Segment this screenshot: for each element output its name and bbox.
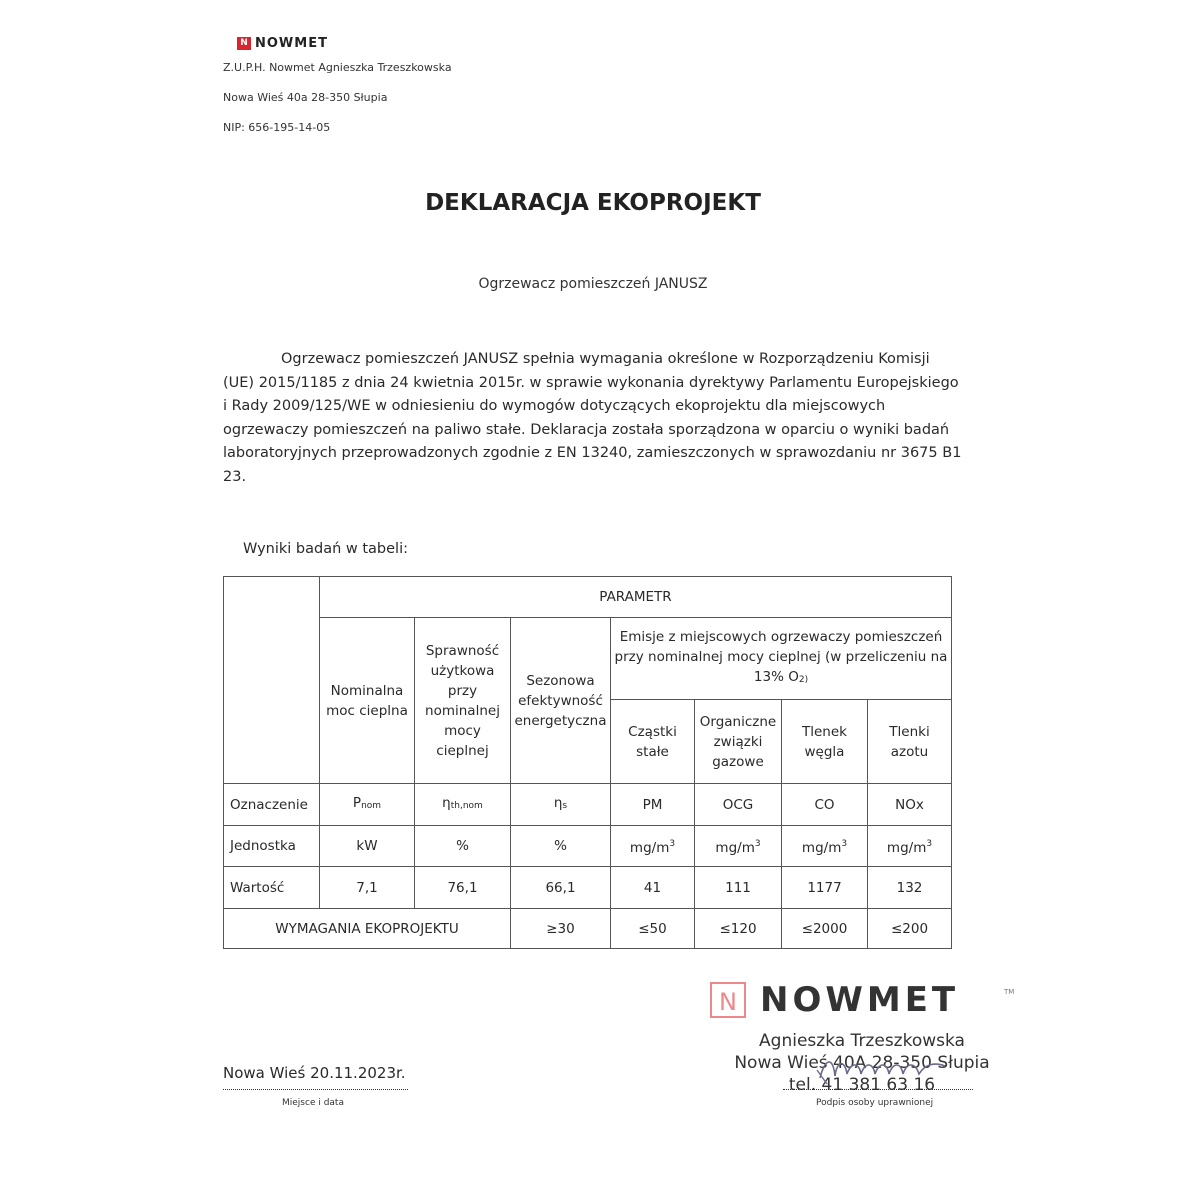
cell: 41 bbox=[611, 867, 695, 909]
cell: ≤200 bbox=[868, 909, 952, 949]
table-corner-cell bbox=[224, 577, 320, 784]
cell: 76,1 bbox=[415, 867, 511, 909]
declaration-paragraph bbox=[223, 348, 968, 489]
paragraph-line: i Rady 2009/125/WE w odniesieniu do wymogów dotyczących ekoprojektu dla miejscowych bbox=[223, 398, 886, 414]
stamp-logo bbox=[710, 980, 959, 1020]
cell: $mg/m^3$ bbox=[695, 826, 782, 867]
handwritten-signature bbox=[815, 1048, 955, 1088]
paragraph-line: ogrzewaczy pomieszczeń na paliwo stałe. Deklaracja została sporządzona w oparciu o wyniki badań bbox=[223, 421, 950, 438]
paragraph-line: Ogrzewacz pomieszczeń JANUSZ spełnia wymagania określone w Rozporządzeniu Komisji bbox=[281, 351, 930, 367]
company-logo bbox=[237, 36, 328, 51]
cell: 66,1 bbox=[511, 867, 611, 909]
logo-text: NOWMET bbox=[255, 36, 328, 51]
cell: ≤120 bbox=[695, 909, 782, 949]
col-nominal-header: Nominalna moc cieplna bbox=[320, 618, 415, 784]
col-co-header: Tlenek węgla bbox=[782, 700, 868, 784]
table-row bbox=[224, 867, 952, 909]
stamp-logo-text: NOWMET bbox=[760, 980, 960, 1020]
cell: 7,1 bbox=[320, 867, 415, 909]
trademark-mark: TM bbox=[1004, 988, 1015, 996]
cell: Pnom bbox=[320, 784, 415, 826]
cell: % bbox=[511, 826, 611, 867]
stamp-phone: tel. 41 381 63 16 bbox=[788, 1075, 936, 1095]
col-seasonal-header: Sezonowa efektywność energetyczna bbox=[511, 618, 611, 784]
place-date-label: Miejsce i data bbox=[282, 1098, 344, 1108]
col-pm-header: Cząstki stałe bbox=[611, 700, 695, 784]
table-row bbox=[224, 909, 952, 949]
table-row bbox=[224, 784, 952, 826]
cell: ≤50 bbox=[611, 909, 695, 949]
col-nox-header: Tlenki azotu bbox=[868, 700, 952, 784]
cell: ≥30 bbox=[511, 909, 611, 949]
document-title: DEKLARACJA EKOPROJEKT bbox=[425, 190, 761, 216]
cell: NOx bbox=[868, 784, 952, 826]
signature-label: Podpis osoby uprawnionej bbox=[816, 1098, 934, 1108]
paragraph-line: 23. bbox=[223, 468, 247, 485]
cell: $mg/m^3$ bbox=[611, 826, 695, 867]
cell: ηth,nom bbox=[415, 784, 511, 826]
cell: $mg/m^3$ bbox=[782, 826, 868, 867]
nowmet-stamp-logo-icon: N bbox=[710, 982, 746, 1018]
paragraph-line: (UE) 2015/1185 z dnia 24 kwietnia 2015r. w sprawie wykonania dyrektywy Parlamentu Europejskiego bbox=[223, 374, 959, 391]
cell: ηs bbox=[511, 784, 611, 826]
col-efficiency-header: Sprawność użytkowa przy nominalnej mocy cieplnej bbox=[415, 618, 511, 784]
row-label: Oznaczenie bbox=[224, 784, 320, 826]
cell: PM bbox=[611, 784, 695, 826]
emissions-header: Emisje z miejscowych ogrzewaczy pomieszczeń przy nominalnej mocy cieplnej (w przeliczeniu na 13% O2) bbox=[611, 618, 952, 700]
cell: 1177 bbox=[782, 867, 868, 909]
signature-dotted-line bbox=[783, 1089, 973, 1090]
company-nip: NIP: 656-195-14-05 bbox=[223, 121, 331, 134]
cell: 111 bbox=[695, 867, 782, 909]
table-row bbox=[224, 826, 952, 867]
company-address: Nowa Wieś 40a 28-350 Słupia bbox=[223, 91, 388, 104]
place-date-dotted-line bbox=[223, 1089, 408, 1090]
cell: % bbox=[415, 826, 511, 867]
company-name: Z.U.P.H. Nowmet Agnieszka Trzeszkowska bbox=[223, 61, 452, 74]
col-ogc-header: Organiczne związki gazowe bbox=[695, 700, 782, 784]
row-label: Wartość bbox=[224, 867, 320, 909]
requirements-label: WYMAGANIA EKOPROJEKTU bbox=[224, 909, 511, 949]
cell: OCG bbox=[695, 784, 782, 826]
row-label: Jednostka bbox=[224, 826, 320, 867]
place-date: Nowa Wieś 20.11.2023r. bbox=[223, 1064, 406, 1082]
cell: 132 bbox=[868, 867, 952, 909]
document-subtitle: Ogrzewacz pomieszczeń JANUSZ bbox=[478, 276, 708, 292]
stamp-address: Nowa Wieś 40A 28-350 Słupia bbox=[734, 1053, 990, 1073]
cell: CO bbox=[782, 784, 868, 826]
stamp-name: Agnieszka Trzeszkowska bbox=[759, 1031, 965, 1051]
table-caption: Wyniki badań w tabeli: bbox=[243, 541, 409, 557]
cell: kW bbox=[320, 826, 415, 867]
cell: ≤2000 bbox=[782, 909, 868, 949]
parametr-header: PARAMETR bbox=[320, 577, 952, 618]
results-table bbox=[223, 576, 952, 949]
cell: $mg/m^3$ bbox=[868, 826, 952, 867]
paragraph-line: laboratoryjnych przeprowadzonych zgodnie z EN 13240, zamieszczonych w sprawozdaniu nr 3675 B1 bbox=[223, 445, 962, 461]
nowmet-logo-icon: N bbox=[237, 37, 251, 50]
